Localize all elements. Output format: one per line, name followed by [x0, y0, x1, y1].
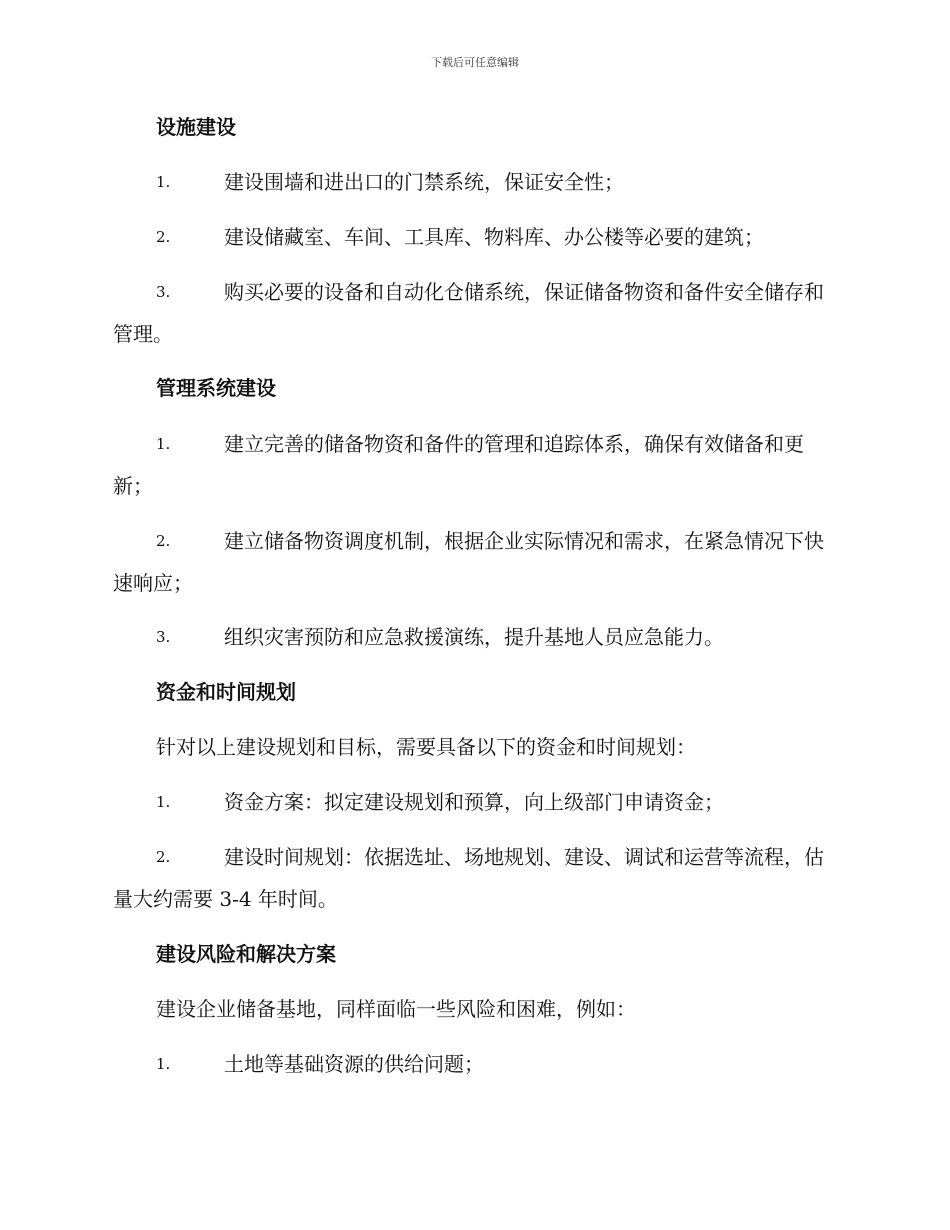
- list-item-text: 建设围墙和进出口的门禁系统，保证安全性；: [224, 170, 624, 194]
- list-number: 2.: [156, 228, 171, 246]
- list-number: 2.: [156, 532, 171, 550]
- section-heading-facilities: 设施建设: [156, 115, 236, 139]
- section-heading-management: 管理系统建设: [156, 376, 276, 400]
- list-number: 1.: [156, 435, 171, 453]
- section-intro: 建设企业储备基地，同样面临一些风险和困难，例如：: [156, 997, 636, 1021]
- section-heading-funding: 资金和时间规划: [156, 680, 296, 704]
- section-heading-risks: 建设风险和解决方案: [156, 942, 336, 966]
- list-item-text: 资金方案：拟定建设规划和预算，向上级部门申请资金；: [224, 790, 724, 814]
- list-item-text: 建设时间规划：依据选址、场地规划、建设、调试和运营等流程，估量大约需要 3-4 年时间。: [113, 845, 824, 911]
- list-number: 1.: [156, 173, 171, 191]
- page-header: 下载后可任意编辑: [431, 56, 519, 69]
- list-item-text: 购买必要的设备和自动化仓储系统，保证储备物资和备件安全储存和管理。: [113, 280, 824, 346]
- list-number: 1.: [156, 793, 171, 811]
- list-number: 2.: [156, 848, 171, 866]
- section-intro: 针对以上建设规划和目标，需要具备以下的资金和时间规划：: [156, 735, 696, 759]
- list-number: 3.: [156, 283, 171, 301]
- list-number: 3.: [156, 628, 171, 646]
- list-item-text: 土地等基础资源的供给问题；: [224, 1052, 484, 1076]
- list-item-text: 建立储备物资调度机制，根据企业实际情况和需求，在紧急情况下快速响应；: [113, 529, 824, 595]
- list-item-text: 建立完善的储备物资和备件的管理和追踪体系，确保有效储备和更新；: [113, 432, 804, 498]
- list-item-text: 建设储藏室、车间、工具库、物料库、办公楼等必要的建筑；: [224, 225, 764, 249]
- list-item-text: 组织灾害预防和应急救援演练，提升基地人员应急能力。: [224, 625, 724, 649]
- list-number: 1.: [156, 1055, 171, 1073]
